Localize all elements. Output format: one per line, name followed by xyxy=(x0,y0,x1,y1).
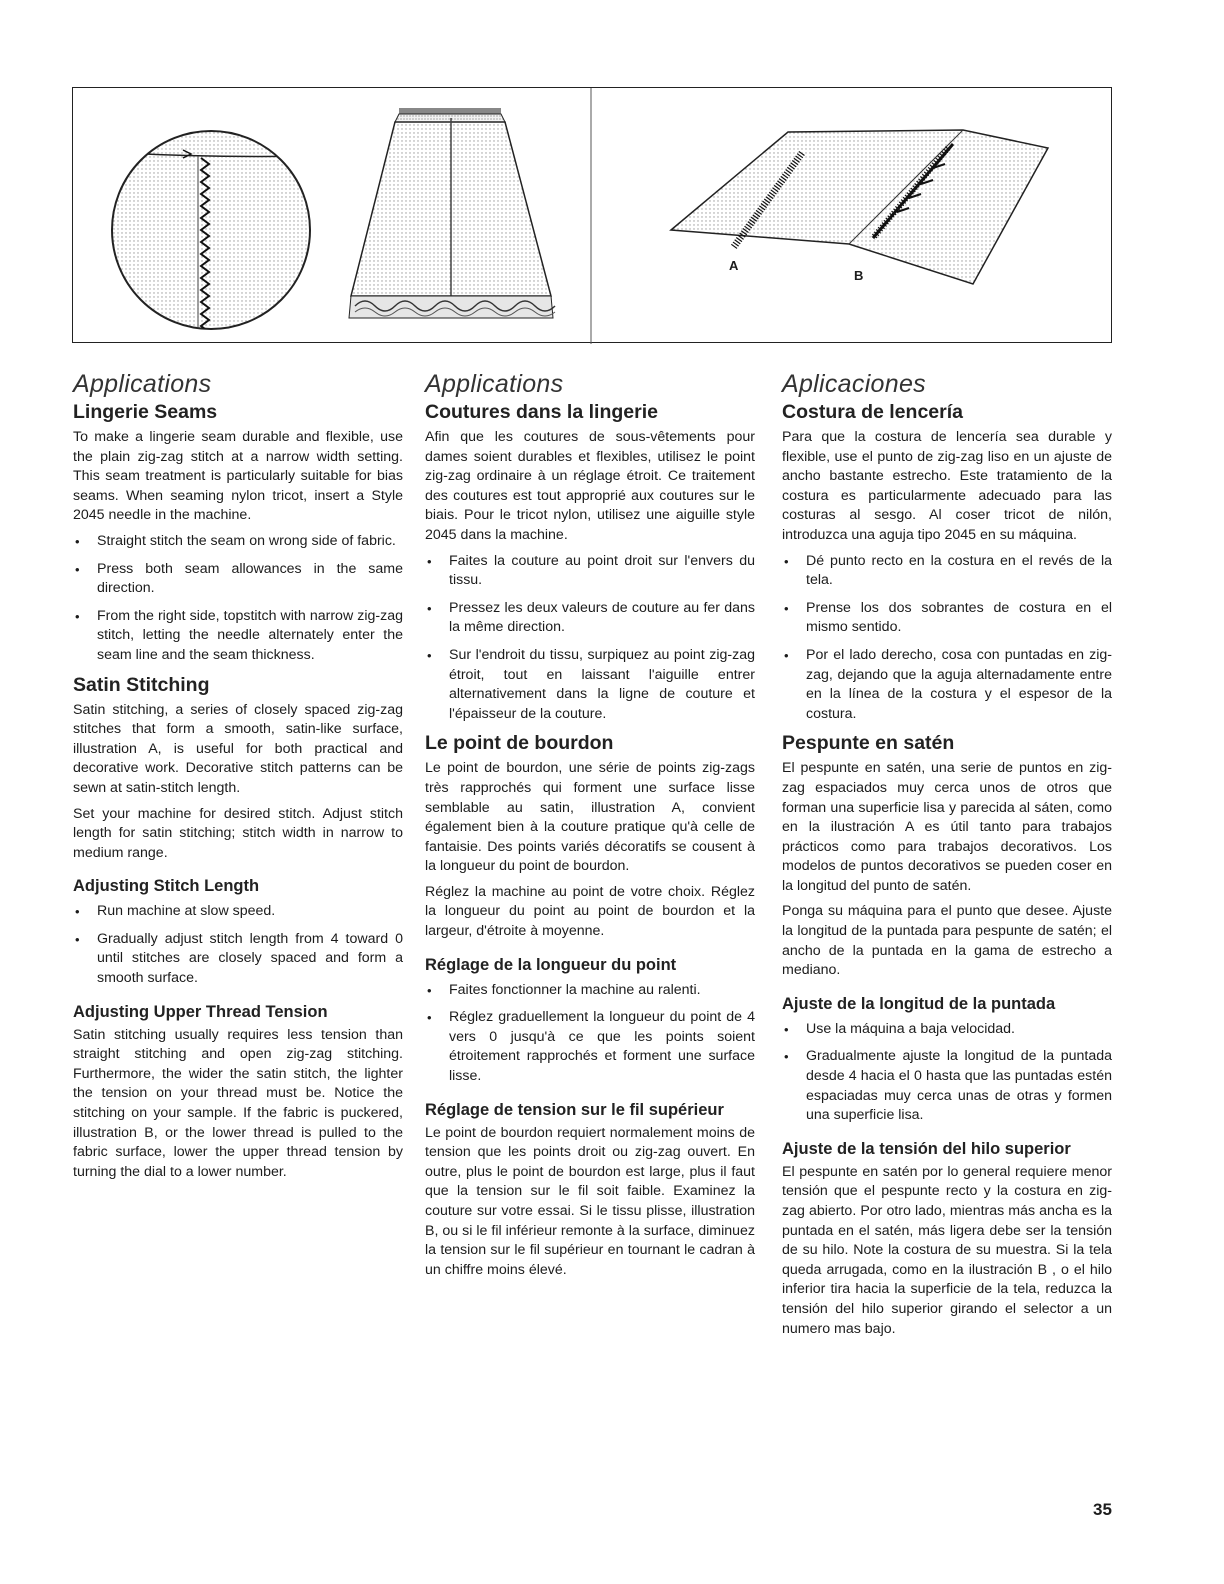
section-heading: Satin Stitching xyxy=(73,673,210,696)
paragraph: Ponga su máquina para el punto que desee. Ajuste la longitud de la puntada para pespunte de satén; el ancho de la puntada en la gama de estrecho a mediano. xyxy=(782,903,1112,979)
column-kicker: Aplicaciones xyxy=(782,370,926,398)
subsection-heading: Ajuste de la longitud de la puntada xyxy=(782,994,1056,1013)
list-item: • Por el lado derecho, cosa con puntadas en zig-zag, dejando que la aguja alternadamente entre en la línea de la costura y el espesor de la costura. xyxy=(782,646,1112,724)
subsection-heading: Adjusting Stitch Length xyxy=(73,877,260,896)
paragraph: Para que la costura de lencería sea durable y flexible, use el punto de zig-zag liso en un ajuste de ancho bastante estrecho. Este tratamiento de la costura es particularmente adecuado para las costuras al sesgo. Al coser tricot de nilón, introduzca una aguja tipo 2045 en su máquina. xyxy=(782,429,1112,543)
bullet-list xyxy=(73,532,403,666)
column-kicker: Applications xyxy=(73,370,212,398)
column-spanish xyxy=(782,370,1112,1345)
paragraph: Satin stitching usually requires less tension than straight stitching and open zig-zag stitching. Furthermore, the wider the satin stitch, the lighter the tension on your thread must be. Notice the stitching on your sample. If the fabric is puckered, illustration B, or the lower thread is pulled to the fabric surface, lower the upper thread tension by turning the dial to a lower number. xyxy=(73,1026,403,1180)
bullet-list xyxy=(425,552,755,725)
subsection-heading: Réglage de la longueur du point xyxy=(425,955,677,974)
list-item: • Sur l'endroit du tissu, surpiquez au point zig-zag étroit, tout en laissant l'aiguille entrer alternativement dans la ligne de couture et l'épaisseur de la couture. xyxy=(425,646,755,724)
list-item: • Dé punto recto en la costura en el revés de la tela. xyxy=(782,552,1112,591)
list-item: • Pressez les deux valeurs de couture au fer dans la même direction. xyxy=(425,599,755,638)
list-item: • Prense los dos sobrantes de costura en el mismo sentido. xyxy=(782,599,1112,638)
paragraph: El pespunte en satén, una serie de puntos en zig-zag espaciados muy cerca unos de otros que forman una superficie lisa y parecida al sáten, como en la ilustración A es útil tanto para trabajos prácticos como para trabajos decorativos. Los modelos de puntos decorativos se pueden coser en la longitud del punto de satén. xyxy=(782,760,1112,894)
column-french xyxy=(425,370,755,1286)
magnified-seam-icon xyxy=(103,131,313,338)
paragraph: To make a lingerie seam durable and flexible, use the plain zig-zag stitch at a narrow width setting. This seam treatment is particularly suitable for bias seams. When seaming nylon tricot, insert a Style 2045 needle in the machine. xyxy=(73,429,403,524)
paragraph: El pespunte en satén por lo general requiere menor tensión que el pespunte recto y la costura en zig-zag abierto. Por otro lado, mientras más ancha es la puntada en el satén, más ligera debe ser la tensión de su hilo. Note la costura de su muestra. Si la tela queda arrugada, como en la ilustración B , o el hilo inferior tira hacia la superficie de la tela, reduzca la tensión del hilo superior girando el selector a un numero mas bajo. xyxy=(782,1163,1112,1337)
bullet-list xyxy=(782,552,1112,725)
paragraph: Set your machine for desired stitch. Adjust stitch length for satin stitching; stitch width in narrow to medium range. xyxy=(73,805,403,861)
list-item: • Run machine at slow speed. xyxy=(73,902,403,922)
fabric-sample-icon xyxy=(671,130,1048,284)
list-item: • Gradualmente ajuste la longitud de la puntada desde 4 hacia el 0 hasta que las puntadas estén espaciadas muy cerca unas de otras y formen una superficie lisa. xyxy=(782,1047,1112,1125)
paragraph: Afin que les coutures de sous-vêtements pour dames soient durables et flexibles, utilisez le point zig-zag ordinaire à un réglage étroit. Ce traitement des coutures est tout approprié aux coutures sur le biais. Pour le tricot nylon, utilisez une aiguille style 2045 dans la machine. xyxy=(425,429,755,543)
section-heading: Pespunte en satén xyxy=(782,732,955,755)
bullet-list xyxy=(782,1020,1112,1126)
list-item: • Faites fonctionner la machine au ralenti. xyxy=(425,981,755,1001)
subsection-heading: Ajuste de la tensión del hilo superior xyxy=(782,1139,1071,1158)
column-english xyxy=(73,370,403,1188)
list-item: • Gradually adjust stitch length from 4 toward 0 until stitches are closely spaced and form a smooth surface. xyxy=(73,930,403,989)
section-heading: Le point de bourdon xyxy=(425,732,614,755)
column-kicker: Applications xyxy=(425,370,564,398)
subsection-heading: Réglage de tension sur le fil supérieur xyxy=(425,1100,724,1119)
list-item: • Réglez graduellement la longueur du point de 4 vers 0 jusqu'à ce que les points soient étroitement rapprochés et forment une surface lisse. xyxy=(425,1008,755,1086)
half-slip-icon xyxy=(349,108,555,318)
paragraph: Satin stitching, a series of closely spaced zig-zag stitches that form a smooth, satin-like surface, illustration A, is useful for both practical and decorative work. Decorative stitch patterns can be sewn at satin-stitch length. xyxy=(73,701,403,796)
section-heading: Coutures dans la lingerie xyxy=(425,401,658,423)
section-heading: Lingerie Seams xyxy=(73,401,218,423)
list-item: • Press both seam allowances in the same direction. xyxy=(73,560,403,599)
paragraph: Le point de bourdon, une série de points zig-zags très rapprochés qui forment une surface lisse semblable au satin, illustration A, convient également bien à la couture pratique qu'à celle de fantaisie. Des points variés décoratifs se cousent à la longueur du point de bourdon. xyxy=(425,760,755,875)
bullet-list xyxy=(425,981,755,1087)
section-heading: Costura de lencería xyxy=(782,401,963,423)
list-item: • From the right side, topstitch with narrow zig-zag stitch, letting the needle alternately enter the seam line and the seam thickness. xyxy=(73,607,403,666)
bullet-list xyxy=(73,902,403,988)
list-item: • Use la máquina a baja velocidad. xyxy=(782,1020,1112,1040)
paragraph: Réglez la machine au point de votre choix. Réglez la longueur du point au point de bourdon et la largeur, d'étroite à moyenne. xyxy=(425,883,755,940)
illustration-frame xyxy=(72,87,1112,343)
subsection-heading: Adjusting Upper Thread Tension xyxy=(73,1002,328,1021)
illustration-label-a: A xyxy=(729,258,739,273)
paragraph: Le point de bourdon requiert normalement moins de tension que les points droit ou zig-zag ouvert. En outre, plus le point de bourdon est large, plus il faut que la tension sur le fil soit faible. Examinez la couture sur votre essai. Si le tissu plisse, illustration B, ou si le fil inférieur remonte à la surface, diminuez la tension sur le fil supérieur en tournant le cadran à un chiffre moins élevé. xyxy=(425,1124,755,1278)
illustration-label-b: B xyxy=(854,268,864,283)
sewing-illustrations xyxy=(73,88,1113,344)
list-item: • Faites la couture au point droit sur l'envers du tissu. xyxy=(425,552,755,591)
list-item: • Straight stitch the seam on wrong side of fabric. xyxy=(73,532,403,552)
page-number: 35 xyxy=(1093,1500,1112,1519)
